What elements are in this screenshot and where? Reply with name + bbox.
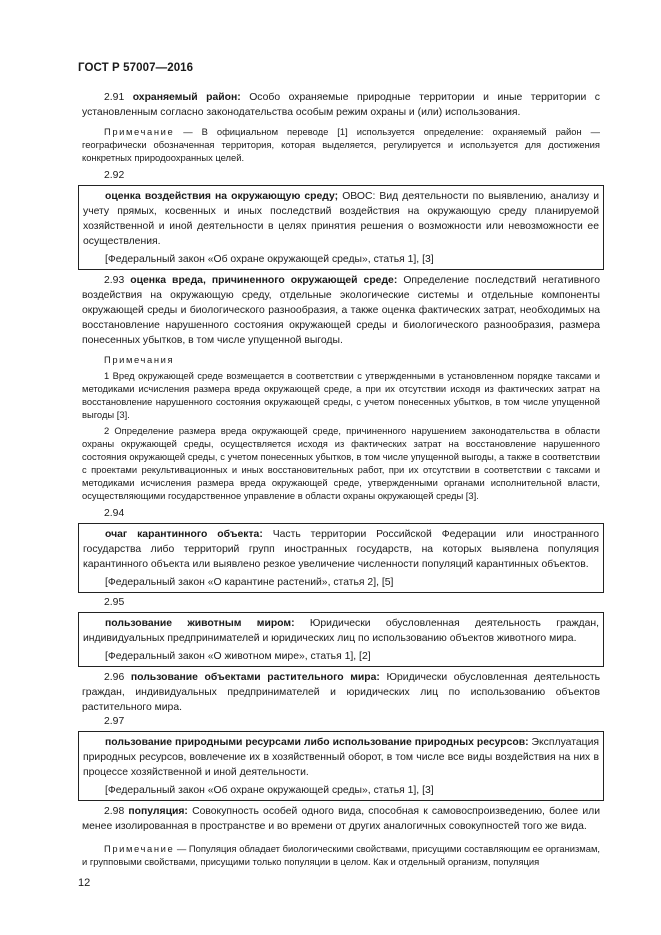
term-name: оценка воздействия на окружающую среду;: [105, 191, 339, 202]
term-box-2-95: [78, 612, 604, 667]
term-name: оценка вреда, причиненного окружающей среде:: [130, 275, 398, 286]
note-2-2-93: 2 Определение размера вреда окружающей среде, причиненного нарушением законодательства в области охраны окружающей среды, осуществляется исходя из фактических затрат на восстановление нарушенного состояния окружающей среды, с учетом понесенных убытков, в том числе упущенной выгоды, а также в соответствии с проектами рекультивационных и иных восстановительных работ, при их отсутствии в соответствии с таксами и методиками исчисления размера вреда окружающей среде, утвержденными органами исполнительной власти, осуществляющими государственное управление в области охраны окружающей среды [3].: [82, 425, 600, 501]
term-definition: Определение последствий негативного воздействия на окружающую среду, отдельные экологические системы и отдельные компоненты окружающей среды и биологического разнообразия, а также оценка фактических затрат, необходимых на восстановление нарушенного состояния окружающей среды и биологического разнообразия, размера понесенных убытков, в том числе упущенной выгоды.: [82, 275, 601, 346]
term-entry-2-96: [82, 670, 600, 715]
term-definition: Юридически обусловленная деятельность граждан, индивидуальных предпринимателей и юридических лиц по использованию объектов растительного мира.: [82, 672, 601, 713]
term-box-2-94: [78, 523, 604, 593]
term-definition: Юридически обусловленная деятельность граждан, индивидуальных предпринимателей и юридических лиц по использованию объектов животного мира.: [83, 618, 599, 644]
term-entry-2-94: [83, 527, 599, 572]
term-source: [Федеральный закон «Об охране окружающей среды», статья 1], [3]: [105, 785, 434, 796]
note-2-91: [82, 125, 600, 164]
term-number-2-97: 2.97: [104, 716, 125, 727]
note-2-98: [82, 842, 600, 868]
term-definition: Эксплуатация природных ресурсов, вовлечение их в хозяйственный оборот, в том числе все виды воздействия на них в процессе хозяйственной и иной деятельности.: [83, 737, 599, 778]
term-source: [Федеральный закон «О карантине растений», статья 2], [5]: [105, 577, 394, 588]
term-number-2-95: 2.95: [104, 597, 125, 608]
term-box-2-92: [78, 185, 604, 270]
note-text: — В официальном переводе [1] используется определение: охраняемый район — географически обозначенная территория, которая выделяется, регулируется и используется для достижения конкретных природоохранных целей.: [82, 126, 601, 163]
term-number: 2.96: [104, 672, 125, 683]
term-entry-2-98: [82, 804, 600, 834]
term-name: пользование животным миром:: [105, 618, 295, 629]
term-number: 2.93: [104, 275, 125, 286]
term-number-2-92: 2.92: [104, 170, 125, 181]
term-definition: Совокупность особей одного вида, способная к самовоспроизведению, более или менее изолированная в пространстве и во времени от других аналогичных совокупностей того же вида.: [82, 806, 601, 832]
term-source: [Федеральный закон «Об охране окружающей среды», статья 1], [3]: [105, 254, 434, 265]
term-name: очаг карантинного объекта:: [105, 529, 263, 540]
term-definition: ОВОС: Вид деятельности по выявлению, анализу и учету прямых, косвенных и иных последствий воздействия на окружающую среду планируемой хозяйственной и иной деятельности в целях принятия решения о возможности или невозможности ее осуществления.: [83, 191, 600, 247]
term-definition: Часть территории Российской Федерации или иностранного государства либо территорий групп иностранных государств, на которых выявлена популяция карантинного объекта или выявлено резкое увеличение численности популяций карантинных объектов.: [83, 529, 599, 570]
term-number: 2.91: [104, 92, 125, 103]
term-name: пользование природными ресурсами либо использование природных ресурсов:: [105, 737, 529, 748]
term-definition: Особо охраняемые природные территории и иные территории с установленным согласно законодательства особым режим охраны и (или) использования.: [82, 92, 600, 118]
note-text: — Популяция обладает биологическими свойствами, присущими составляющим ее организмам, и групповыми свойствами, присущими только популяции в целом. Как и отдельный организм, популяция: [82, 843, 600, 867]
page-number: 12: [78, 877, 91, 889]
notes-label: Примечания: [104, 354, 175, 365]
note-1-2-93: 1 Вред окружающей среде возмещается в соответствии с утвержденными в установленном порядке таксами и методиками исчисления размера вреда окружающей среде, а при их отсутствии исходя из фактических затрат на восстановление нарушенного состояния окружающей среды, с учетом понесенных убытков, в том числе упущенной выгоды [3].: [82, 370, 600, 420]
term-box-2-97: [78, 731, 604, 801]
term-entry-2-97: [83, 735, 599, 780]
term-source: [Федеральный закон «О животном мире», статья 1], [2]: [105, 651, 371, 662]
term-entry-2-92: [83, 189, 599, 249]
notes-label-2-93: [82, 353, 600, 366]
note-label: Примечание: [104, 843, 175, 854]
note-label: Примечание: [104, 126, 175, 137]
term-name: охраняемый район:: [132, 92, 241, 103]
term-name: пользование объектами растительного мира:: [130, 672, 380, 683]
term-entry-2-93: [82, 273, 600, 348]
term-entry-2-95: [83, 616, 599, 646]
term-name: популяция:: [128, 806, 188, 817]
term-number-2-94: 2.94: [104, 508, 125, 519]
page-content: [82, 90, 600, 868]
term-number: 2.98: [104, 806, 125, 817]
term-entry-2-91: [82, 90, 600, 120]
document-code-header: ГОСТ Р 57007—2016: [78, 62, 194, 74]
